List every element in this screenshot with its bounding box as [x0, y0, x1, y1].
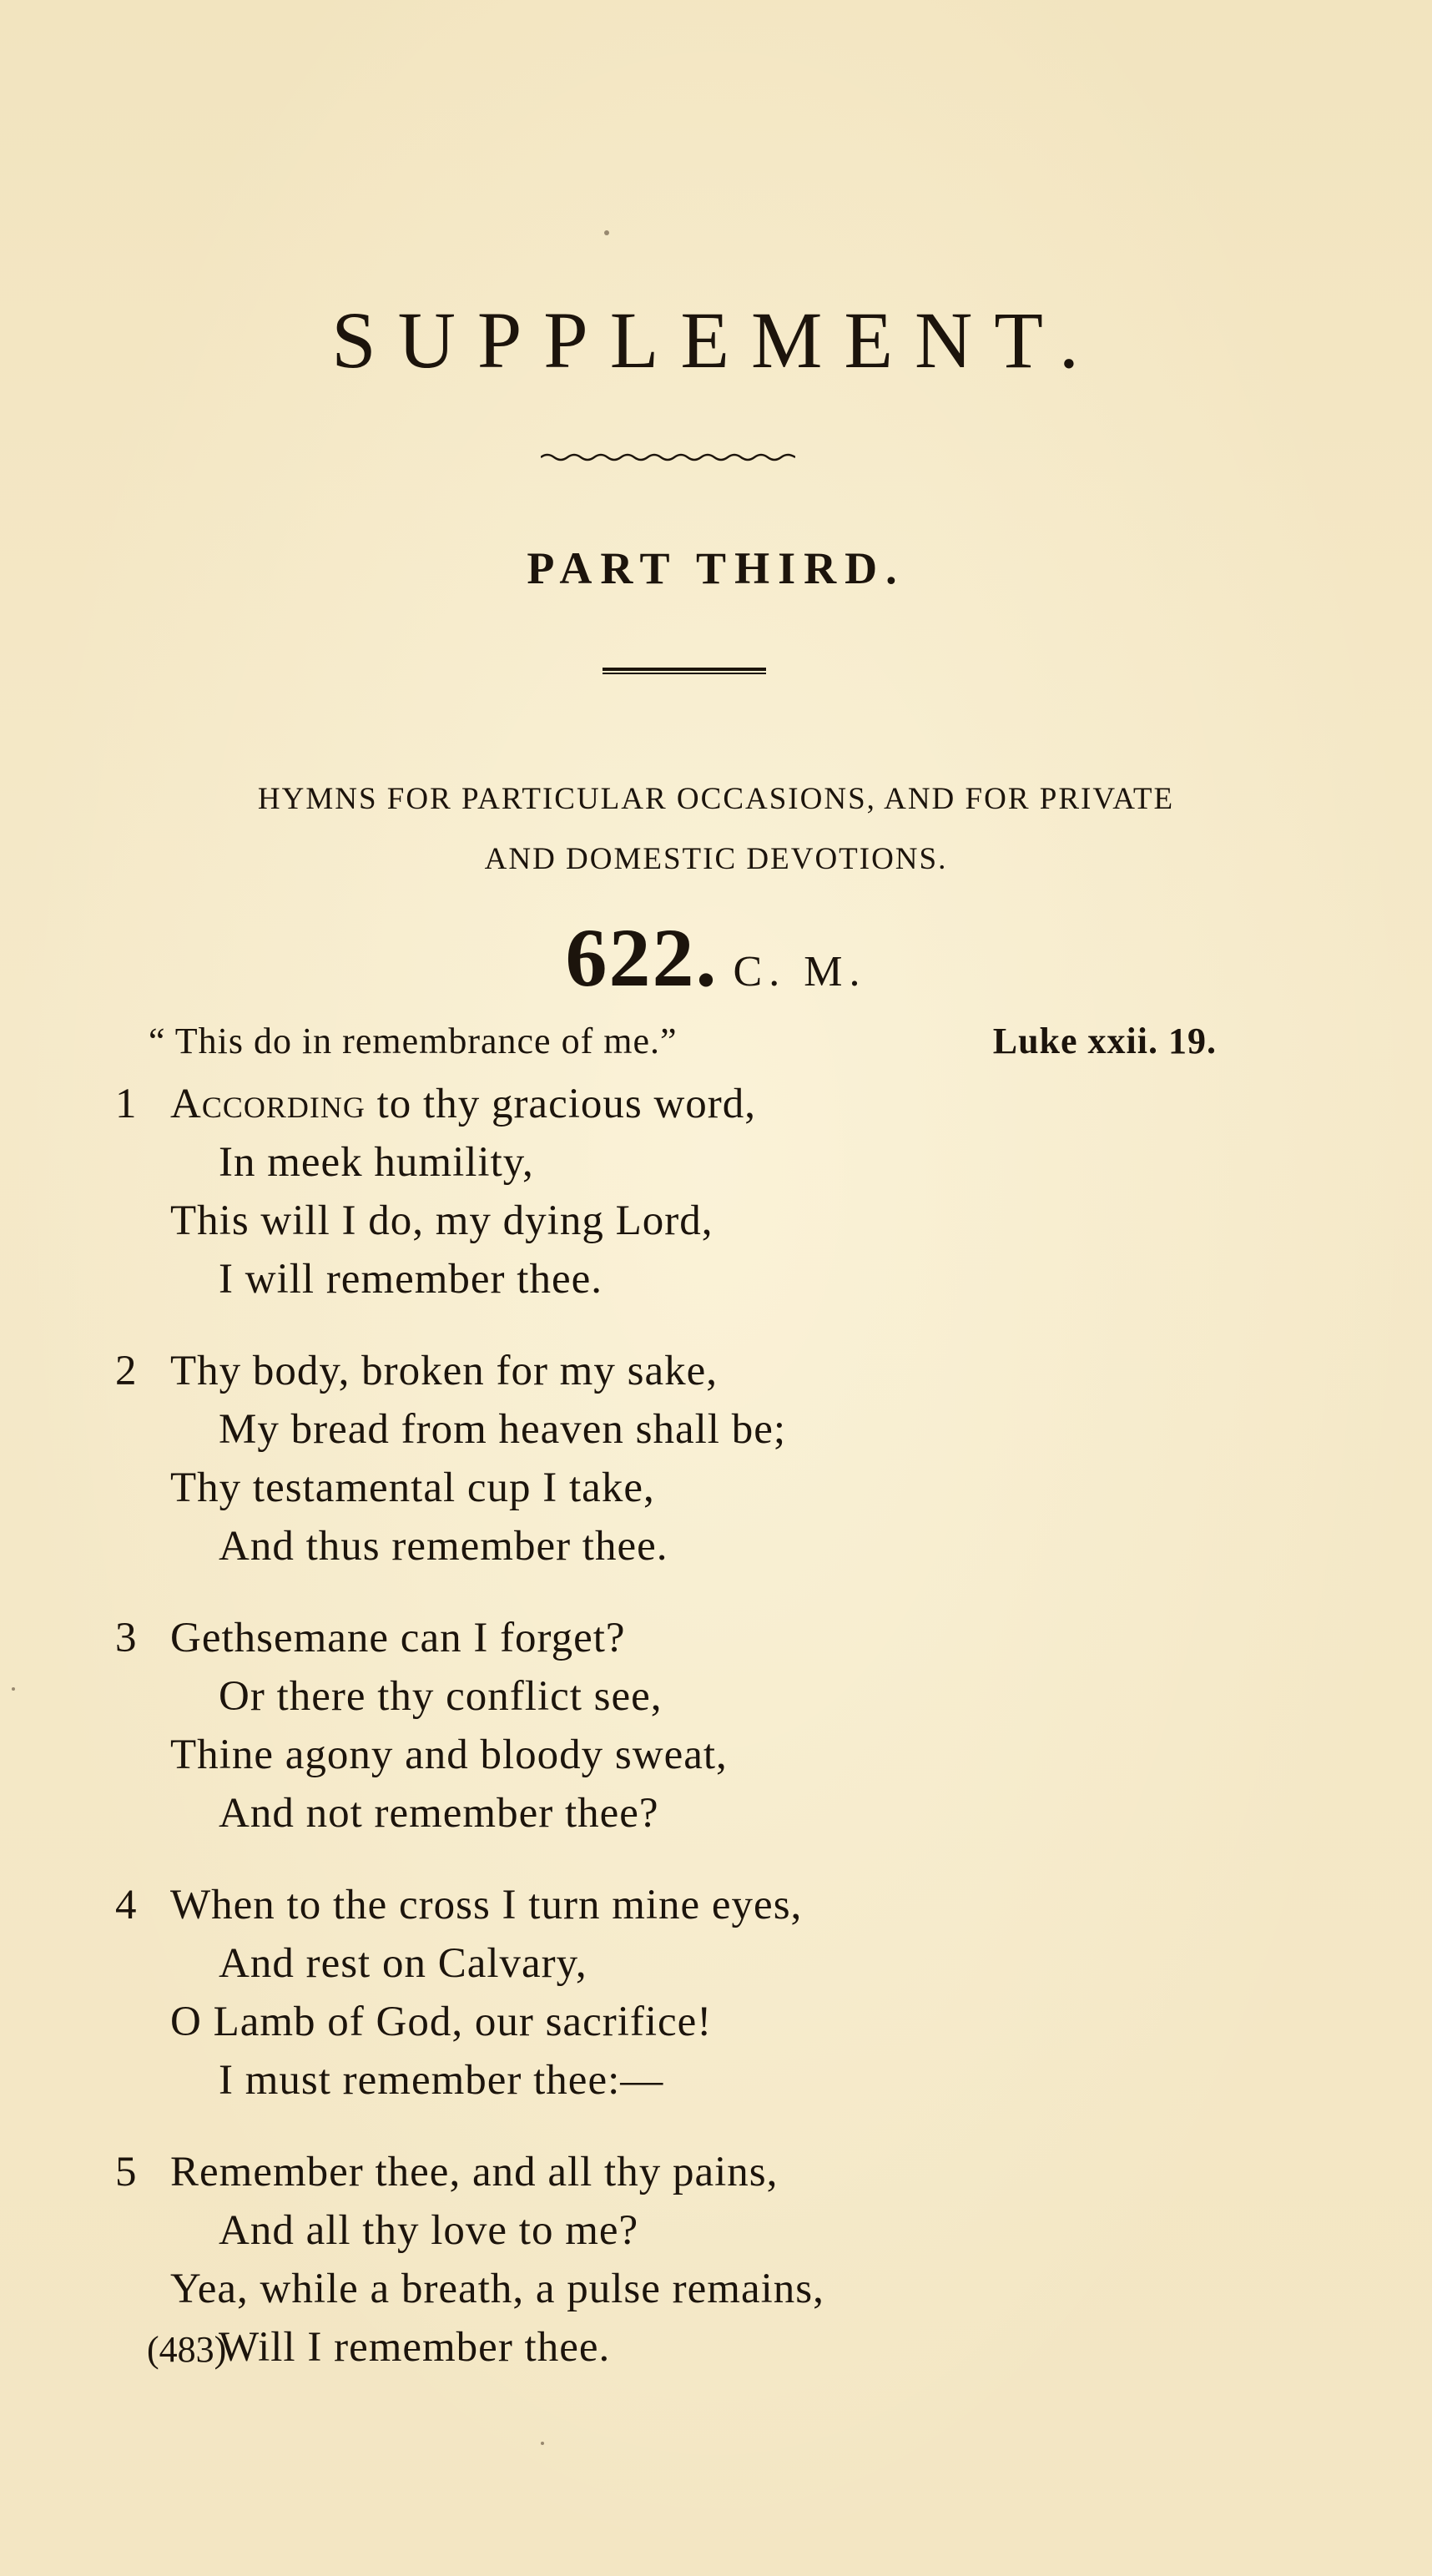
hymn-heading	[0, 911, 1432, 1004]
epigraph-reference: Luke xxii. 19.	[992, 1021, 1217, 1061]
stanza-line: O Lamb of God, our sacrifice!	[170, 1999, 713, 2045]
stanza-4	[115, 1876, 1300, 2110]
stanza-line: In meek humility,	[219, 1139, 534, 1186]
stanza-line: Will I remember thee.	[219, 2324, 611, 2371]
ink-speck	[12, 1687, 15, 1691]
stanza-line: Yea, while a breath, a pulse remains,	[170, 2266, 824, 2312]
page-number: (483)	[147, 2329, 227, 2370]
stanza-first-word: According	[170, 1081, 366, 1127]
stanza-line: And thus remember thee.	[219, 1523, 668, 1570]
stanza-line-rest: to thy gracious word,	[365, 1081, 757, 1127]
stanza-line: This will I do, my dying Lord,	[170, 1197, 713, 1244]
hymn-number: 622.	[565, 911, 719, 1004]
stanza-line: And all thy love to me?	[219, 2207, 639, 2254]
verse-number: 1	[115, 1081, 137, 1127]
stanza-line: Remember thee, and all thy pains,	[170, 2149, 779, 2195]
stanza-5	[115, 2143, 1300, 2377]
stanza-line: And not remember thee?	[219, 1790, 659, 1837]
stanza-line	[115, 1075, 1300, 1133]
section-heading	[50, 769, 1382, 890]
verse-number: 2	[115, 1348, 137, 1394]
stanza-line: I will remember thee.	[219, 1256, 603, 1303]
stanza-line: Gethsemane can I forget?	[170, 1615, 626, 1661]
stanza-line: I must remember thee:—	[219, 2057, 664, 2104]
stanza-line: Or there thy conflict see,	[219, 1673, 663, 1720]
epigraph-quote: “ This do in remembrance of me.”	[149, 1021, 678, 1061]
ink-speck	[541, 2442, 544, 2445]
stanza-2	[115, 1342, 1300, 1575]
stanza-1	[115, 1075, 1300, 1308]
wavy-ornament-rule	[541, 449, 795, 466]
section-heading-line-2: AND DOMESTIC DEVOTIONS.	[484, 842, 948, 876]
double-rule-divider	[603, 668, 766, 674]
part-title: PART THIRD.	[527, 543, 905, 593]
hymn-meter: C. M.	[733, 948, 867, 996]
verse-number: 4	[115, 1882, 137, 1928]
stanza-3	[115, 1609, 1300, 1843]
stanza-line: Thy body, broken for my sake,	[170, 1348, 718, 1394]
stanza-line: Thy testamental cup I take,	[170, 1464, 655, 1511]
verse-number: 3	[115, 1615, 137, 1661]
ink-speck	[604, 230, 609, 235]
supplement-title: SUPPLEMENT.	[331, 295, 1101, 385]
stanza-line: Thine agony and bloody sweat,	[170, 1732, 728, 1778]
section-heading-line-1: HYMNS FOR PARTICULAR OCCASIONS, AND FOR PRIVATE	[257, 782, 1175, 816]
stanza-line: My bread from heaven shall be;	[219, 1406, 787, 1453]
stanza-line: When to the cross I turn mine eyes,	[170, 1882, 803, 1928]
scripture-epigraph	[149, 1020, 1217, 1064]
stanza-line: And rest on Calvary,	[219, 1940, 587, 1987]
hymn-stanzas	[115, 1075, 1300, 2410]
verse-number: 5	[115, 2149, 137, 2195]
